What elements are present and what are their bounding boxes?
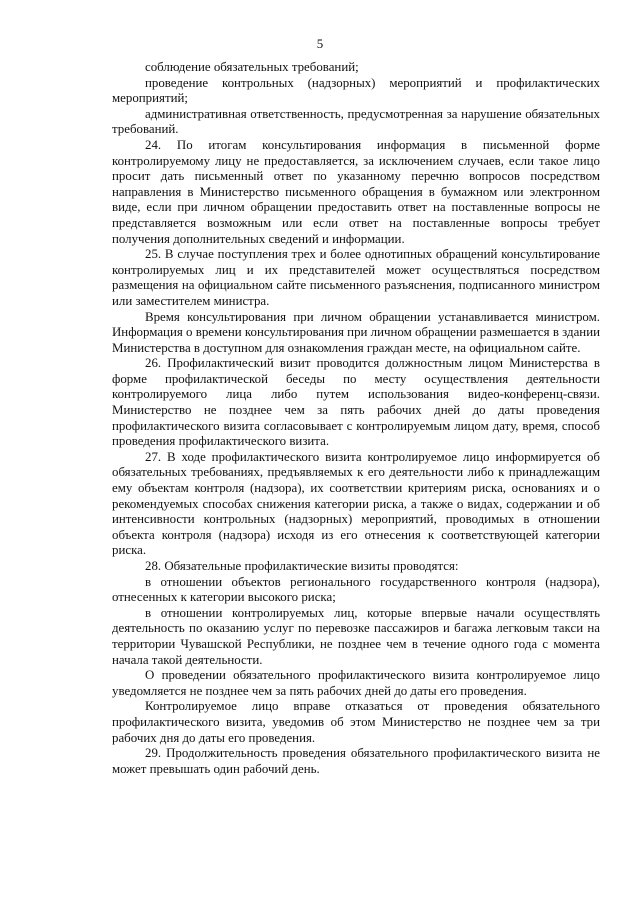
paragraph-administrative-liability: административная ответственность, предусмотренная за нарушение обязательных требований. xyxy=(112,106,600,137)
paragraph-requirements-observance: соблюдение обязательных требований; xyxy=(145,60,359,74)
paragraph-26: 26. Профилактический визит проводится должностным лицом Министерства в форме профилактической беседы по месту осуществления деятельности контролируемого лица либо путем использования видео-конференц-связи. Министерство не позднее чем за пять рабочих дней до даты проведения профилактического визита согласовывает с контролируемым лицом дату, время, способ проведения профилактического визита. xyxy=(112,356,600,449)
paragraph-visit-notification: О проведении обязательного профилактического визита контролируемое лицо уведомляется не позднее чем за пять рабочих дней до даты его проведения. xyxy=(112,668,600,698)
paragraph-29: 29. Продолжительность проведения обязательного профилактического визита не может превышать один рабочий день. xyxy=(112,746,600,776)
paragraph-consultation-time: Время консультирования при личном обращении устанавливается министром. Информация о времени консультирования при личном обращении размешается в здании Министерства в доступном для ознакомления граждан месте, на официальном сайте. xyxy=(112,309,600,355)
paragraph-visit-refusal: Контролируемое лицо вправе отказаться от проведения обязательного профилактического визита, уведомив об этом Министерство не позднее чем за три рабочих дня до даты его проведения. xyxy=(112,699,600,745)
paragraph-27: 27. В ходе профилактического визита контролируемое лицо информируется об обязательных требованиях, предъявляемых к его деятельности либо к принадлежащим ему объектам контроля (надзора), их соответствии критериям риска, основаниях и о рекомендуемых способах снижения категории риска, а также о видах, содержании и об интенсивности контрольных (надзорных) мероприятий, проводимых в отношении объекта контроля (надзора) исходя из его отнесения к соответствующей категории риска. xyxy=(112,449,600,558)
paragraph-24: 24. По итогам консультирования информация в письменной форме контролируемому лицу не предоставляется, за исключением случаев, если такое лицо просит дать письменный ответ по указанному перечню вопросов посредством направления в Министерство письменного обращения в бумажном или электронном виде, если при личном обращении предоставить ответ на поставленные вопросы не представляется возможным или если ответ на поставленные вопросы требует получения дополнительных сведений и информации. xyxy=(112,137,600,246)
page-body xyxy=(112,60,600,777)
paragraph-control-measures: проведение контрольных (надзорных) мероприятий и профилактических мероприятий; xyxy=(112,75,600,106)
page-number: 5 xyxy=(316,37,324,51)
paragraph-25: 25. В случае поступления трех и более однотипных обращений консультирование контролируемых лиц и их представителей может осуществляться посредством размещения на официальном сайте письменного разъяснения, подписанного министром или заместителем министра. xyxy=(112,247,600,308)
paragraph-28: 28. Обязательные профилактические визиты проводятся: xyxy=(145,559,459,573)
paragraph-high-risk-objects: в отношении объектов регионального государственного контроля (надзора), отнесенных к категории высокого риска; xyxy=(112,574,600,605)
paragraph-new-taxi-operators: в отношении контролируемых лиц, которые впервые начали осуществлять деятельность по оказанию услуг по перевозке пассажиров и багажа легковым такси на территории Чувашской Республики, не позднее чем в течение одного года с момента начала такой деятельности. xyxy=(112,605,600,667)
